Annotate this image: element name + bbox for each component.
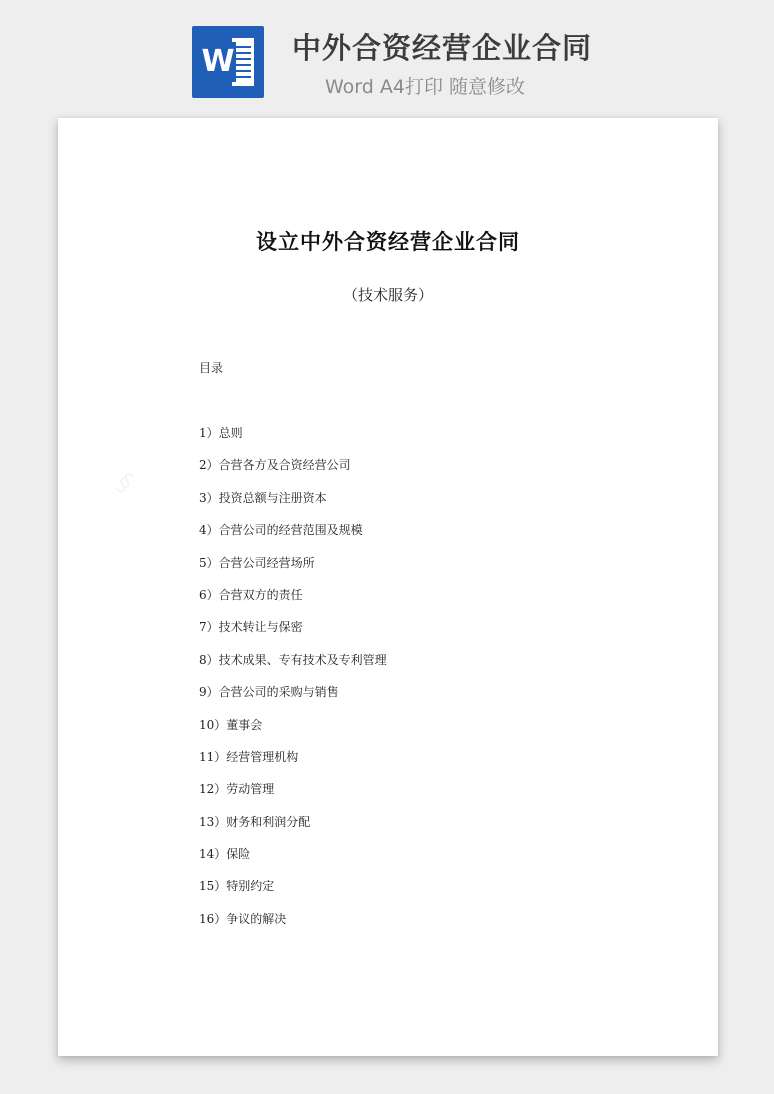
banner-subtitle: Word A4打印 随意修改 [325, 76, 526, 98]
document-page [58, 118, 718, 1056]
toc-item: 12）劳动管理 [199, 782, 275, 797]
banner-title: 中外合资经营企业合同 [292, 31, 593, 65]
toc-item: 5）合营公司经营场所 [199, 555, 315, 570]
table-of-contents [199, 424, 387, 942]
document-title: 设立中外合资经营企业合同 [256, 230, 520, 254]
toc-item: 15）特别约定 [199, 879, 275, 894]
toc-item: 13）财务和利润分配 [199, 814, 311, 829]
watermark: § [110, 466, 139, 500]
toc-item: 7）技术转让与保密 [199, 620, 303, 635]
toc-item: 4）合营公司的经营范围及规模 [199, 523, 363, 538]
toc-item: 8）技术成果、专有技术及专利管理 [199, 652, 387, 667]
toc-item: 3）投资总额与注册资本 [199, 490, 327, 505]
toc-item: 6）合营双方的责任 [199, 587, 303, 602]
toc-item: 9）合营公司的采购与销售 [199, 685, 339, 700]
word-doc-icon [192, 26, 264, 98]
toc-item: 11）经营管理机构 [199, 749, 299, 764]
toc-item: 14）保险 [199, 847, 251, 862]
toc-item: 16）争议的解决 [199, 911, 287, 926]
document-subtitle: （技术服务） [342, 286, 433, 304]
toc-heading: 目录 [199, 361, 224, 375]
toc-item: 10）董事会 [199, 717, 263, 732]
header-banner [0, 0, 774, 118]
word-letter: W [200, 42, 236, 82]
toc-item: 2）合营各方及合资经营公司 [199, 458, 351, 473]
toc-item: 1）总则 [199, 426, 243, 440]
